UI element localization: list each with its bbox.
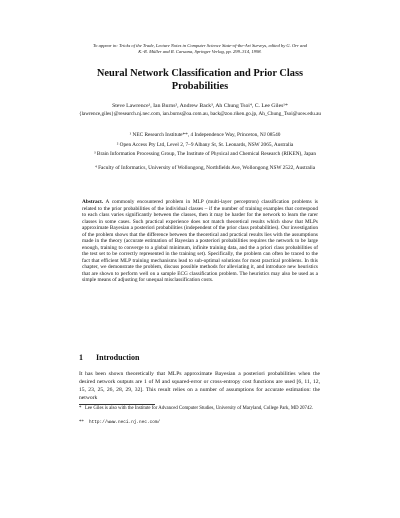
footnote-1-text: Lee Giles is also with the Institute for Advanced Computer Studies, University of Maryland, College Park, MD 20742. [85,406,313,411]
introduction-paragraph: It has been shown theoretically that MLPs approximate Bayesian a posteriori probabilities when the desired network outputs are 1 of M and squared-error or cross-entropy cost functions are used [6, 11, 12, 15, 23, 25, 26, 28, 29, 32]. This result relies on a number of assumptions for accurate estimation: the network [79,371,320,401]
footnote-2-url[interactable]: http://www.neci.nj.nec.com/ [89,420,161,425]
footnote-2-mark: ** [79,420,84,425]
footnote-rule [79,404,155,405]
section-title: Introduction [96,353,140,362]
footnote-1 [79,406,320,412]
abstract-label: Abstract. [82,199,104,205]
author-list: Steve Lawrence¹, Ian Burns², Andrew Back³, Ah Chung Tsoi⁴, C. Lee Giles¹* [112,103,288,109]
abstract-text: A commonly encountered problem in MLP (multi-layer perceptron) classification problems is related to the prior probabilities of the individual classes – if the number of training examples that correspond to each class varies significantly between the classes, then it may be harder for the network to learn the rarer classes in some cases. Such practical experience does not match theoretical results which show that MLPs approximate Bayesian a posteriori probabilities (independent of the prior class probabilities). Our investigation of the problem shows that the difference between the theoretical and practical results lies with the assumptions made in the theory (accurate estimation of Bayesian a posteriori probabilities requires the network to be large enough, training to converge to a global minimum, infinite training data, and the a priori class probabilities of the test set to be correctly represented in the training set). Specifically, the problem can often be traced to the fact that efficient MLP training mechanisms lead to sub-optimal solutions for most practical problems. In this chapter, we demonstrate the problem, discuss possible methods for alleviating it, and introduce new heuristics that are shown to perform well on a sample ECG classification problem. The heuristics may also be used as a simple means of adjusting for unequal misclassification costs. [82,199,318,284]
author-emails: {lawrence,giles}@research.nj.nec.com, ian.burns@oa.com.au, back@zoo.riken.go.jp, Ah_Chung_Tsoi@uow.edu.au [78,110,322,117]
paper-title: Neural Network Classification and Prior Class Probabilities [96,68,304,92]
footnote-1-mark: * [79,406,82,411]
affiliation-2: ² Open Access Pty Ltd, Level 2, 7–9 Albany St, St. Leonards, NSW 2065, Australia [116,141,294,148]
abstract [82,199,318,284]
footnote-2 [79,420,320,426]
affiliation-1: ¹ NEC Research Institute**, 4 Independence Way, Princeton, NJ 08540 [129,132,281,138]
publication-note: To appear in: Tricks of the Trade, Lecture Notes in Computer Science State-of-the-Art Surveys, edited by G. Orr and K.-R. Müller and R. Caruana, Springer Verlag, pp. 299–314, 1998. [93,43,307,54]
affiliation-3: ³ Brain Information Processing Group, The Institute of Physical and Chemical Research (RIKEN), Japan [94,150,316,157]
section-number: 1 [79,353,83,362]
affiliation-4: ⁴ Faculty of Informatics, University of Wollongong, Northfields Ave, Wollongong NSW 2522, Australia [94,165,316,171]
